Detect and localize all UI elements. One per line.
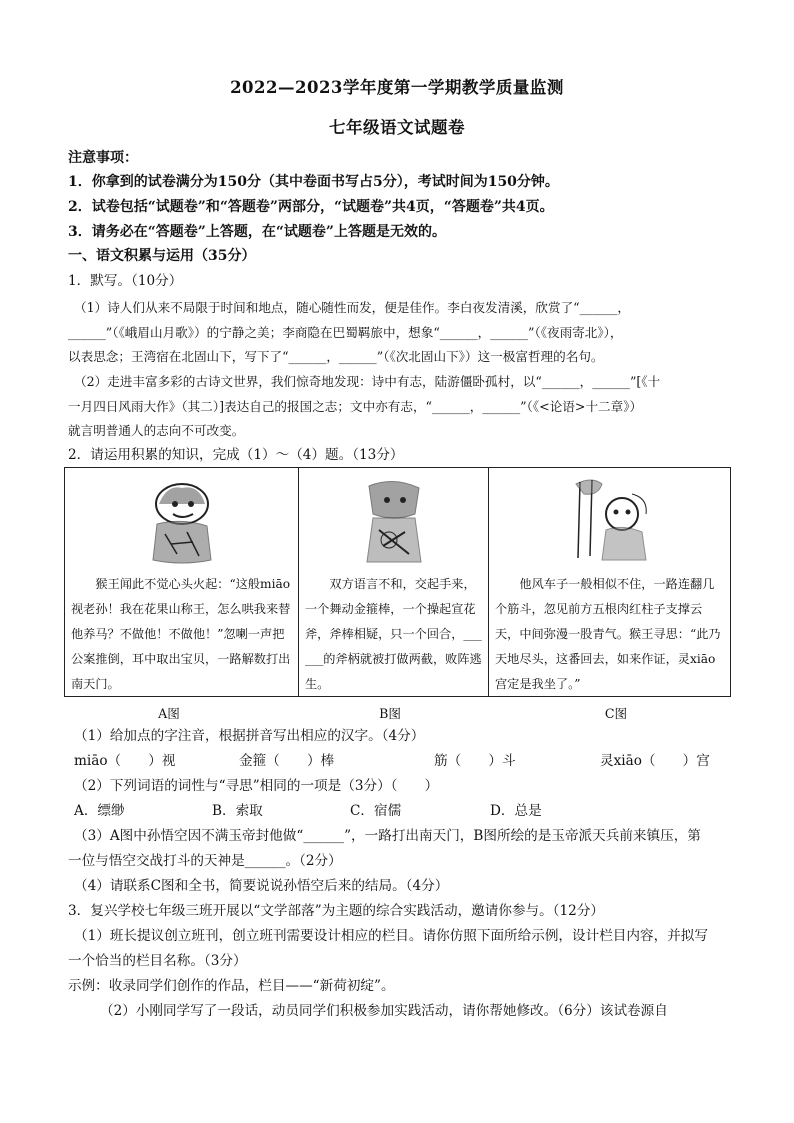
panel-b-text: 双方语言不和，交起手来，一个舞动金箍棒，一个操起宣花斧，斧棒相疑，只一个回合，______的斧柄就被打做两截，败阵逃生。 [305,577,482,691]
q2-sub4: （4）请联系C图和全书，简要说说孙悟空后来的结局。（4分） [74,878,449,894]
q1-line: 以表思念；王湾宿在北固山下，写下了“______，______”（《次北固山下》）这一极富哲理的名句。 [68,349,604,364]
caption-c: C图 [604,706,628,721]
notes-heading: 注意事项： [68,150,138,166]
monkey-king-illustration-c [562,474,658,566]
pinyin-item: 筋（ ）斗 [434,753,516,769]
note-item: 3．请务必在“答题卷”上答题，在“试题卷”上答题是无效的。 [68,224,446,240]
question-1-stem: 1．默写。（10分） [68,273,183,289]
q3-line: 一个恰当的栏目名称。（3分） [68,953,247,969]
q2-sub1-stem: （1）给加点的字注音，根据拼音写出相应的汉字。（4分） [74,728,425,744]
caption-a: A图 [158,706,180,721]
option-c: C．宿儒 [350,803,402,819]
note-item: 2．试卷包括“试题卷”和“答题卷”两部分，“试题卷”共4页，“答题卷”共4页。 [68,199,554,215]
caption-b: B图 [379,706,401,721]
exam-title: 2022—2023学年度第一学期教学质量监测 [230,78,564,97]
option-b: B．索取 [212,803,263,819]
panel-a-text: 猴王闻此不觉心头火起：“这般miāo视老孙！我在花果山称王，怎么哄我来替他养马？不做他！不做他！”忽喇一声把公案推倒，耳中取出宝贝，一路解数打出南天门。 [71,577,291,691]
panel-c [489,468,730,696]
q3-line: （1）班长提议创立班刊，创立班刊需要设计相应的栏目。请你仿照下面所给示例，设计栏目内容，并拟写 [74,928,708,944]
q1-line: ______”（《峨眉山月歌》）的宁静之美；李商隐在巴蜀羁旅中，想象“______，______”（《夜雨寄北》）， [68,325,623,340]
q3-example: 示例：收录同学们创作的作品，栏目——“新荷初绽”。 [68,978,395,994]
monkey-king-illustration-a [137,474,227,566]
note-item: 1．你拿到的试卷满分为150分（其中卷面书写占5分），考试时间为150分钟。 [68,174,559,190]
q1-line: （2）走进丰富多彩的古诗文世界，我们惊奇地发现：诗中有志，陆游僵卧孤村，以“______，______”[《十 [74,374,661,389]
question-2-stem: 2．请运用积累的知识，完成（1）～（4）题。（13分） [68,447,404,463]
section-heading: 一、语文积累与运用（35分） [68,248,256,264]
panel-a [65,468,299,696]
q1-line: 就言明普通人的志向不可改变。 [68,423,245,438]
monkey-king-illustration-b [359,474,429,566]
exam-subtitle: 七年级语文试题卷 [329,118,465,137]
panel-c-text: 他风车子一般相似不住，一路连翻几个筋斗，忽见前方五根肉红柱子支撑云天，中间弥漫一股青气。猴王寻思：“此乃天地尽头，这番回去，如来作证，灵xiāo宫定是我坐了。” [495,577,721,691]
q1-line: 一月四日风雨大作》（其二）]表达自己的报国之志；文中亦有志，“______，______”（《<论语>十二章》） [68,399,643,414]
q1-line: （1）诗人们从来不局限于时间和地点，随心随性而发，便是佳作。李白夜发清溪，欣赏了“______， [74,300,630,315]
option-a: A．缥缈 [74,803,125,819]
q3-line: （2）小刚同学写了一段话，动员同学们积极参加实践活动，请你帮她修改。（6分）该试卷源自 [100,1003,668,1019]
panel-b [299,468,489,696]
question-3-stem: 3．复兴学校七年级三班开展以“文学部落”为主题的综合实践活动，邀请你参与。（12分） [68,903,605,919]
q2-sub3-line: （3）A图中孙悟空因不满玉帝封他做“______”，一路打出南天门，B图所绘的是玉帝派天兵前来镇压，第 [74,828,701,844]
pinyin-item: 灵xiāo（ ）宫 [600,753,710,769]
illustration-table [64,467,731,697]
option-d: D．总是 [490,803,542,819]
q2-sub3-line: 一位与悟空交战打斗的天神是______。（2分） [68,853,342,869]
q2-sub2-stem: （2）下列词语的词性与“寻思”相同的一项是（3分）（ ） [74,778,439,794]
pinyin-item: miāo（ ）视 [74,753,176,769]
pinyin-item: 金箍（ ）棒 [239,753,335,769]
